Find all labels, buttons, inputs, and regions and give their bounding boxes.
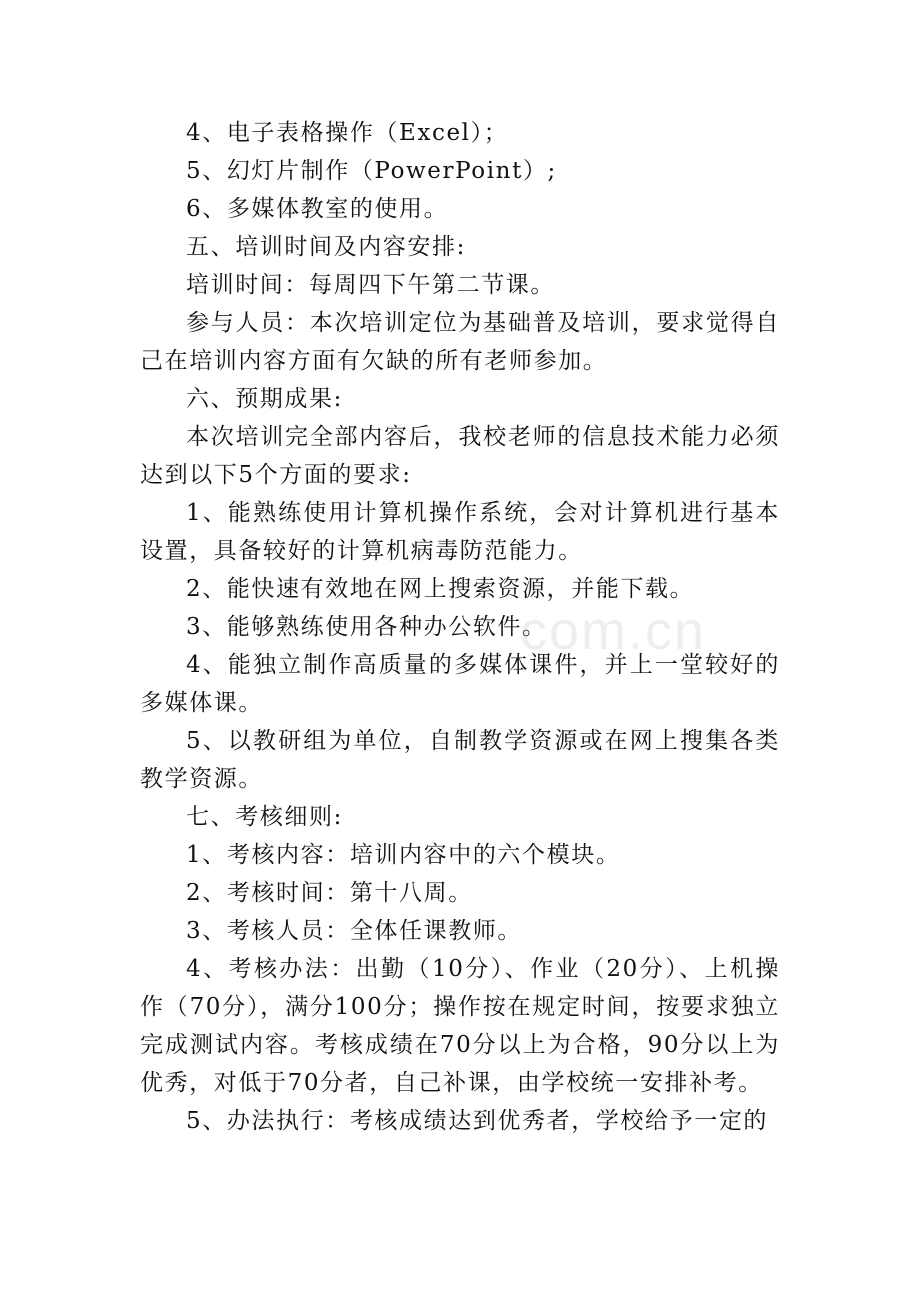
paragraph-assessment-content: 1、考核内容：培训内容中的六个模块。 bbox=[186, 842, 621, 868]
paragraph-result-3: 3、能够熟练使用各种办公软件。 bbox=[186, 614, 547, 640]
paragraph-powerpoint-item: 5、幻灯片制作（PowerPoint）; bbox=[186, 158, 557, 184]
paragraph-result-2: 2、能快速有效地在网上搜索资源，并能下载。 bbox=[186, 576, 695, 602]
section-heading-schedule: 五、培训时间及内容安排: bbox=[186, 234, 466, 260]
paragraph-multimedia-room-item: 6、多媒体教室的使用。 bbox=[186, 196, 449, 222]
paragraph-result-4: 4、能独立制作高质量的多媒体课件，并上一堂较好的多媒体课。 bbox=[140, 652, 780, 716]
watermark-text: com.cn bbox=[520, 601, 707, 661]
paragraph-excel-item: 4、电子表格操作（Excel）； bbox=[186, 120, 509, 146]
paragraph-training-time: 培训时间：每周四下午第二节课。 bbox=[186, 272, 555, 298]
paragraph-assessment-personnel: 3、考核人员：全体任课教师。 bbox=[186, 918, 523, 944]
paragraph-method-execution: 5、办法执行：考核成绩达到优秀者，学校给予一定的 bbox=[186, 1108, 769, 1134]
document-body bbox=[140, 114, 780, 1140]
paragraph-results-intro: 本次培训完全部内容后，我校老师的信息技术能力必须达到以下5个方面的要求: bbox=[140, 424, 780, 488]
section-heading-assessment: 七、考核细则: bbox=[186, 804, 343, 830]
section-heading-expected-results: 六、预期成果: bbox=[186, 386, 343, 412]
paragraph-assessment-method: 4、考核办法：出勤（10分）、作业（20分）、上机操作（70分），满分100分；操作按在规定时间，按要求独立完成测试内容。考核成绩在70分以上为合格，90分以上为优秀，对低于70分者，自己补课，由学校统一安排补考。 bbox=[140, 956, 780, 1096]
paragraph-participants: 参与人员：本次培训定位为基础普及培训，要求觉得自己在培训内容方面有欠缺的所有老师参加。 bbox=[140, 310, 780, 374]
paragraph-result-5: 5、以教研组为单位，自制教学资源或在网上搜集各类教学资源。 bbox=[140, 728, 780, 792]
paragraph-assessment-time: 2、考核时间：第十八周。 bbox=[186, 880, 473, 906]
paragraph-result-1: 1、能熟练使用计算机操作系统，会对计算机进行基本设置，具备较好的计算机病毒防范能力。 bbox=[140, 500, 780, 564]
